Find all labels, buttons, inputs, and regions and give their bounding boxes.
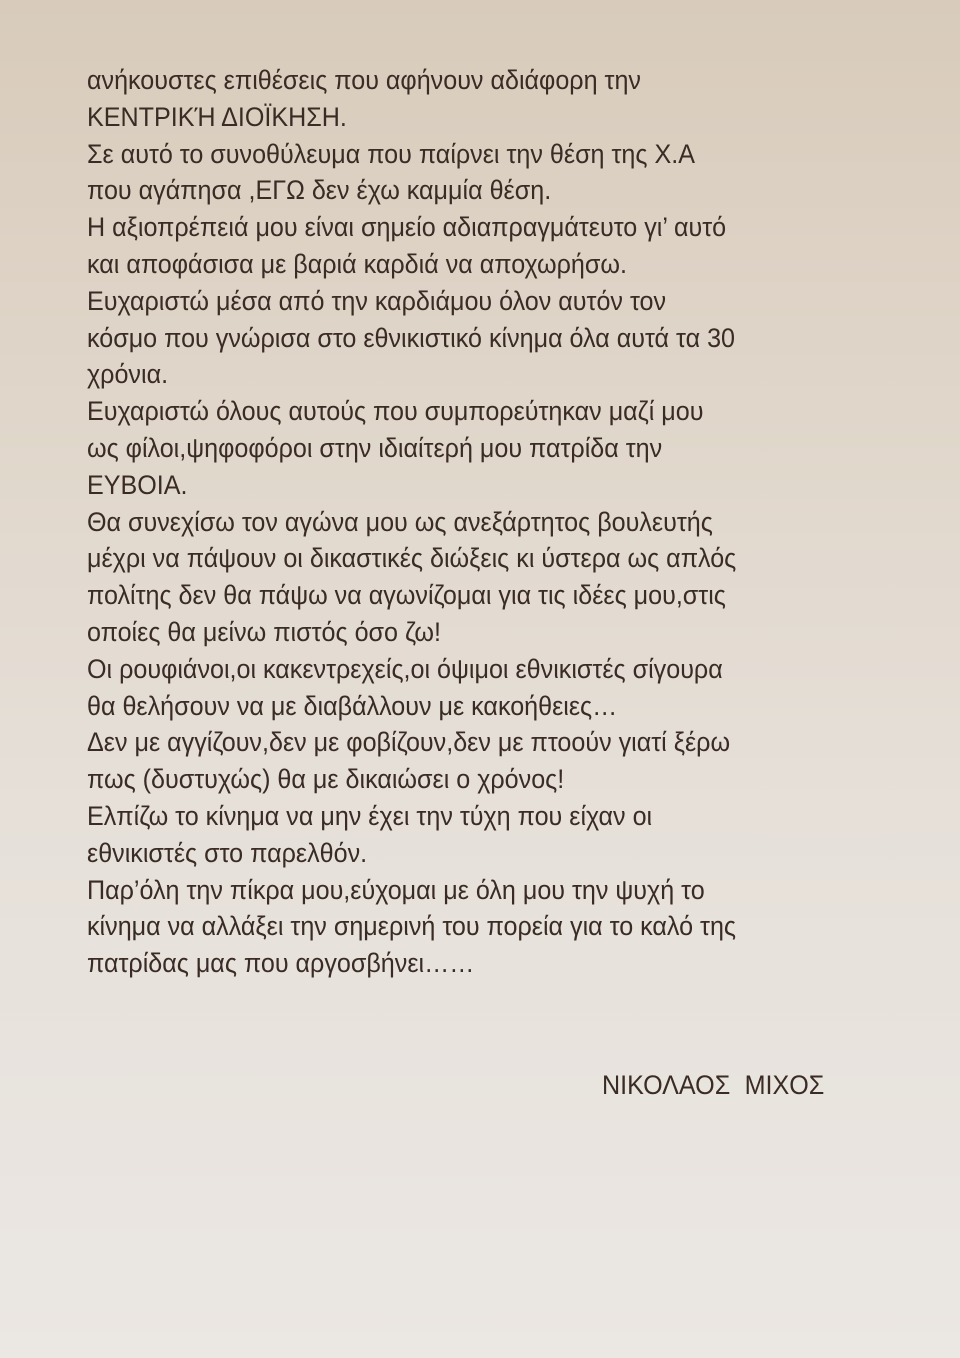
text-line: ΕΥΒΟΙΑ. [87,469,188,500]
text-line: Θα συνεχίσω τον αγώνα μου ως ανεξάρτητος βουλευτής [87,506,713,537]
text-line: κόσμο που γνώρισα στο εθνικιστικό κίνημα όλα αυτά τα 30 [87,322,736,353]
text-line: οποίες θα μείνω πιστός όσο ζω! [87,616,441,647]
text-line: ΚΕΝΤΡΙΚΉ ΔΙΟΪΚΗΣΗ. [87,101,347,132]
text-line: Οι ρουφιάνοι,οι κακεντρεχείς,οι όψιμοι εθνικιστές σίγουρα [87,653,723,684]
text-line: Σε αυτό το συνοθύλευμα που παίρνει την θέση της Χ.Α [87,138,695,169]
text-line: πατρίδας μας που αργοσβήνει…… [87,948,475,979]
text-line: Παρ’όλη την πίκρα μου,εύχομαι με όλη μου την ψυχή το [87,874,705,905]
text-line: και αποφάσισα με βαριά καρδιά να αποχωρήσω. [87,248,627,279]
text-line: ανήκουστες επιθέσεις που αφήνουν αδιάφορη την [87,65,641,95]
text-line: κίνημα να αλλάξει την σημερινή του πορεία για το καλό της [87,911,737,942]
signature: ΝΙΚΟΛΑΟΣ ΜΙΧΟΣ [602,1070,825,1100]
text-line: που αγάπησα ,ΕΓΩ δεν έχω καμμία θέση. [87,175,552,206]
text-line: Ευχαριστώ όλους αυτούς που συμπορεύτηκαν μαζί μου [87,396,704,427]
text-line: μέχρι να πάψουν οι δικαστικές διώξεις κι ύστερα ως απλός [87,543,737,574]
text-line: πως (δυστυχώς) θα με δικαιώσει ο χρόνος! [87,764,565,795]
text-line: Ελπίζω το κίνημα να μην έχει την τύχη που είχαν οι [87,800,653,831]
text-line: χρόνια. [87,359,169,390]
text-line: Ευχαριστώ μέσα από την καρδιάμου όλον αυτόν τον [87,285,667,316]
text-line: Η αξιοπρέπειά μου είναι σημείο αδιαπραγμάτευτο γι’ αυτό [87,212,727,243]
text-line: θα θελήσουν να με διαβάλλουν με κακοήθειες… [87,690,618,721]
text-line: πολίτης δεν θα πάψω να αγωνίζομαι για τις ιδέες μου,στις [87,580,726,611]
text-line: Δεν με αγγίζουν,δεν με φοβίζουν,δεν με πτοούν γιατί ξέρω [87,727,731,758]
text-line: εθνικιστές στο παρελθόν. [87,837,368,868]
letter-body [87,62,785,982]
text-line: ως φίλοι,ψηφοφόροι στην ιδιαίτερή μου πατρίδα την [87,432,663,463]
